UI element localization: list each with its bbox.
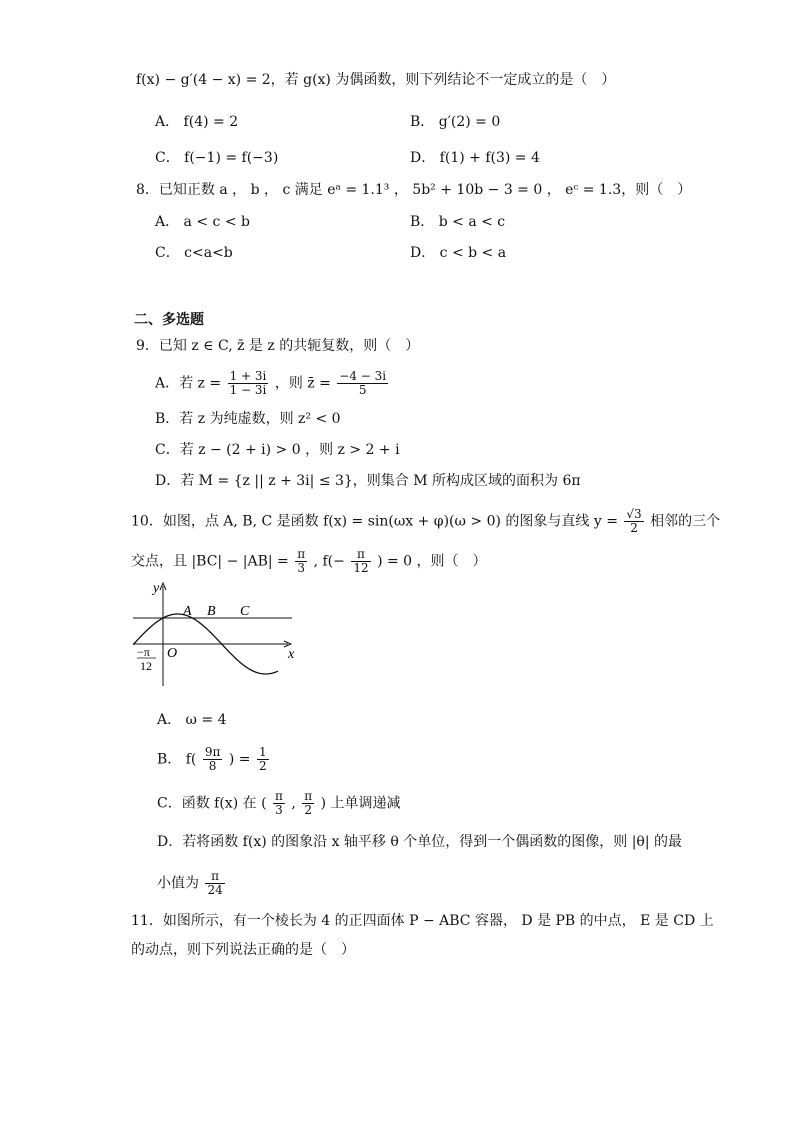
q9-a-prefix: A．若 z = xyxy=(155,375,222,392)
q10-c-frac2-num: π xyxy=(304,789,313,803)
q10-c-comma: , xyxy=(291,795,296,812)
q9-option-d[interactable]: D．若 M = {z || z + 3i| ≤ 3}，则集合 M 所构成区域的面积为 6π xyxy=(155,473,581,489)
q8-option-c[interactable]: C． c<a<b xyxy=(155,245,233,261)
neg-pi-label: −π xyxy=(137,645,150,659)
q8-option-a[interactable]: A． a < c < b xyxy=(155,214,250,230)
q10-stem2-frac1-num: π xyxy=(297,547,306,561)
q9-option-b[interactable]: B．若 z 为纯虚数，则 z² < 0 xyxy=(155,411,341,427)
q7-option-c[interactable]: C． f(−1) = f(−3) xyxy=(155,150,279,166)
q10-c-suffix: ) 上单调递减 xyxy=(320,795,401,812)
q11-stem-line1: 11．如图所示，有一个棱长为 4 的正四面体 P − ABC 容器， D 是 PB 的中点， E 是 CD 上 xyxy=(131,913,714,929)
q7-option-a[interactable]: A． f(4) = 2 xyxy=(155,114,239,130)
q10-b-frac2-num: 1 xyxy=(258,745,267,759)
q10-c-fraction-2 xyxy=(302,790,314,817)
q10-stem2-prefix: 交点，且 |BC| − |AB| = xyxy=(131,553,289,570)
q9-a-frac2-num: −4 − 3i xyxy=(339,369,387,383)
q10-c-prefix: C．函数 f(x) 在 ( xyxy=(157,795,267,812)
q10-stem2-frac2-den: 12 xyxy=(353,561,369,575)
q10-stem1-frac-num: √3 xyxy=(626,507,642,521)
q7-option-d[interactable]: D． f(1) + f(3) = 4 xyxy=(410,150,540,166)
q8-option-d[interactable]: D． c < b < a xyxy=(410,245,507,261)
q10-b-prefix: B． f( xyxy=(157,751,197,768)
point-a-label: A xyxy=(183,604,192,619)
q7-option-b[interactable]: B． g′(2) = 0 xyxy=(410,114,501,130)
section-multiple-choice: 二、多选题 xyxy=(134,312,204,328)
q9-a-fraction-2 xyxy=(337,370,388,397)
q10-d-prefix: 小值为 xyxy=(157,875,199,892)
q10-stem2-frac1-den: 3 xyxy=(297,561,306,575)
q8-option-b[interactable]: B． b < a < c xyxy=(410,214,506,230)
q10-stem2-middle: , f(− xyxy=(313,553,345,570)
q10-stem2-fraction-1 xyxy=(295,548,307,575)
q10-c-fraction-1 xyxy=(273,790,285,817)
q10-d-fraction xyxy=(205,870,224,897)
q10-b-fraction-2 xyxy=(257,746,269,773)
q10-option-c[interactable] xyxy=(157,790,401,817)
q10-stem1-fraction xyxy=(624,508,643,535)
q10-option-d-line2 xyxy=(157,870,227,897)
q10-option-b[interactable] xyxy=(157,746,271,773)
point-c-label: C xyxy=(240,604,250,619)
q9-option-c[interactable]: C．若 z − (2 + i) > 0 ，则 z > 2 + i xyxy=(155,442,400,458)
q10-b-fraction-1 xyxy=(203,746,223,773)
q10-stem2-fraction-2 xyxy=(351,548,370,575)
q7-stem: f(x) − g′(4 − x) = 2，若 g(x) 为偶函数，则下列结论不一定成立的是（ ） xyxy=(136,72,616,88)
q10-b-frac1-num: 9π xyxy=(204,745,221,759)
q9-a-middle: ，则 z̄ = xyxy=(274,375,331,392)
q10-stem2-suffix: ) = 0 ，则（ ） xyxy=(377,553,487,570)
twelve-label: 12 xyxy=(140,659,152,673)
q10-d-frac-den: 24 xyxy=(207,883,223,897)
q10-b-frac2-den: 2 xyxy=(258,759,267,773)
q9-a-frac1-den: 1 − 3i xyxy=(229,383,267,397)
q8-stem: 8．已知正数 a ， b ， c 满足 eᵃ = 1.1³ ， 5b² + 10b − 3 = 0 ， eᶜ = 1.3，则（ ） xyxy=(136,182,692,198)
q10-stem1-prefix: 10．如图，点 A, B, C 是函数 f(x) = sin(ωx + φ)(ω > 0) 的图象与直线 y = xyxy=(131,513,618,530)
point-b-label: B xyxy=(207,604,216,619)
q10-stem1-frac-den: 2 xyxy=(630,521,638,535)
y-axis-label: y xyxy=(153,581,160,596)
q11-stem-line2: 的动点，则下列说法正确的是（ ） xyxy=(131,942,355,958)
q10-d-frac-num: π xyxy=(205,870,224,884)
q10-c-frac2-den: 2 xyxy=(304,803,312,817)
q10-stem1-suffix: 相邻的三个 xyxy=(650,513,721,530)
q10-c-frac1-num: π xyxy=(274,789,283,803)
q9-option-a[interactable] xyxy=(155,370,390,397)
q10-b-middle: ) = xyxy=(228,751,251,768)
q10-option-a[interactable]: A． ω = 4 xyxy=(157,712,227,728)
q9-a-fraction-1 xyxy=(228,370,269,397)
q10-b-frac1-den: 8 xyxy=(208,759,217,773)
q9-a-frac2-den: 5 xyxy=(358,383,367,397)
q9-a-frac1-num: 1 + 3i xyxy=(229,369,267,383)
q9-stem: 9．已知 z ∈ C, z̄ 是 z 的共轭复数，则（ ） xyxy=(136,338,420,354)
q10-stem2-frac2-num: π xyxy=(351,548,370,562)
origin-label: O xyxy=(167,646,178,661)
q10-stem-line1 xyxy=(131,508,720,535)
q10-c-frac1-den: 3 xyxy=(275,803,283,817)
q10-option-d-line1[interactable]: D．若将函数 f(x) 的图象沿 x 轴平移 θ 个单位，得到一个偶函数的图像，则 |θ| 的最 xyxy=(157,834,683,850)
q10-stem-line2 xyxy=(131,548,487,575)
sine-graph-figure xyxy=(128,578,308,690)
x-axis-label: x xyxy=(288,647,295,662)
